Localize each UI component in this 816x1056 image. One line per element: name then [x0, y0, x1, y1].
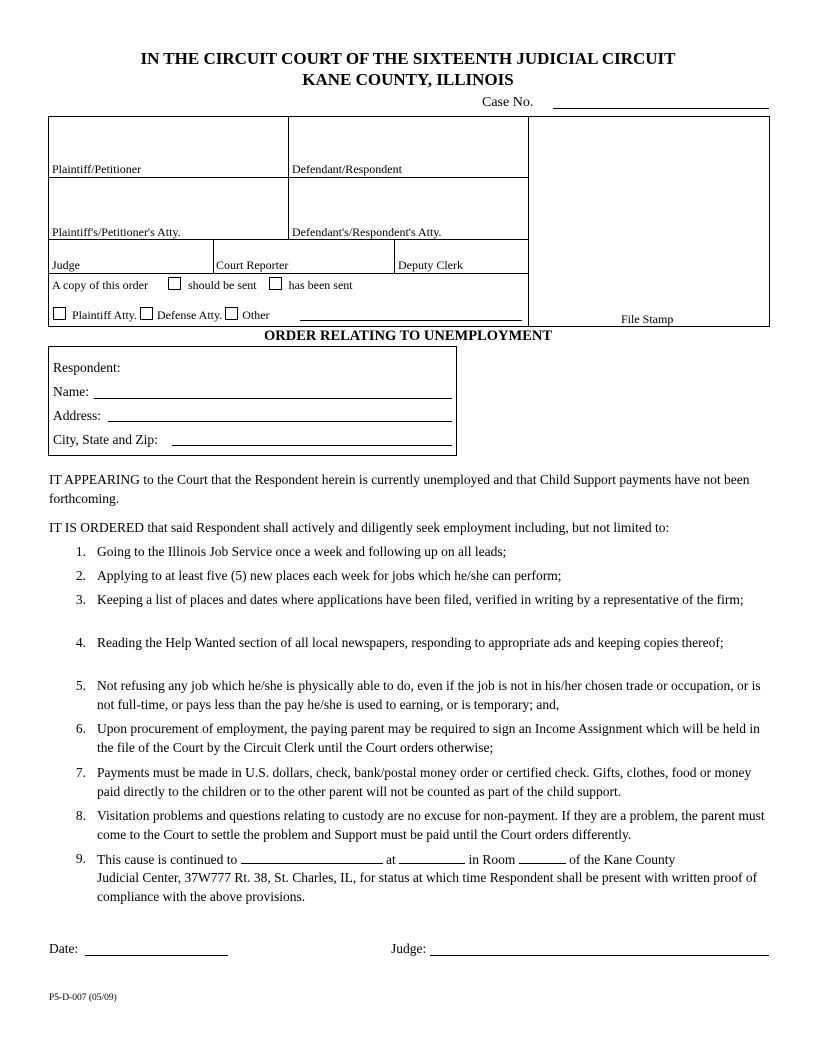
plaintiff-atty-label: Plaintiff's/Petitioner's Atty. — [52, 225, 181, 239]
item-number: 9. — [75, 851, 86, 866]
item-number: 5. — [75, 678, 86, 693]
judge-signature-field[interactable] — [430, 955, 769, 956]
ordered-paragraph: IT IS ORDERED that said Respondent shall actively and diligently seek employment including, but not limited to: — [49, 520, 670, 535]
at-label: at — [385, 852, 396, 867]
plaintiff-label: Plaintiff/Petitioner — [52, 162, 142, 176]
other-cb-label: Other — [242, 308, 270, 322]
continued-to-label: This cause is continued to — [97, 852, 238, 867]
item-number: 4. — [75, 635, 86, 650]
city-state-zip-label: City, State and Zip: — [53, 432, 158, 447]
list-item: Visitation problems and questions relating to custody are no excuse for non-payment. If they are a problem, the parent must come to the Court to settle the problem and Support must be paid until the Court orders differently. — [97, 808, 765, 842]
judge-signature-label: Judge: — [391, 941, 427, 956]
name-label: Name: — [53, 384, 89, 399]
plaintiff-atty-checkbox[interactable] — [53, 307, 66, 320]
case-number-label: Case No. — [482, 95, 534, 110]
respondent-heading: Respondent: — [53, 360, 121, 375]
court-title: IN THE CIRCUIT COURT OF THE SIXTEENTH JUDICIAL CIRCUIT — [140, 49, 676, 68]
divider — [213, 239, 214, 273]
divider — [394, 239, 395, 273]
should-be-sent-label: should be sent — [187, 278, 257, 292]
list-item: Reading the Help Wanted section of all local newspapers, responding to appropriate ads and keeping copies thereof; — [97, 635, 724, 650]
list-item: Upon procurement of employment, the paying parent may be required to sign an Income Assignment which will be held in the file of the Court by the Circuit Clerk until the Court orders otherwise; — [97, 721, 760, 755]
list-item: Applying to at least five (5) new places each week for jobs which he/she can perform; — [97, 568, 562, 583]
continued-date-field[interactable] — [241, 849, 383, 864]
form-number: P5-D-007 (05/09) — [49, 993, 117, 1003]
item-9-continuation: Judicial Center, 37W777 Rt. 38, St. Charles, IL, for status at which time Respondent shall be present with written proof of compliance with the above provisions. — [97, 870, 758, 904]
caption-box — [48, 116, 770, 327]
item-number: 8. — [75, 808, 86, 823]
other-checkbox[interactable] — [225, 307, 238, 320]
item-number: 6. — [75, 721, 86, 736]
item-number: 1. — [75, 544, 86, 559]
item-number: 3. — [75, 592, 86, 607]
list-item: Going to the Illinois Job Service once a week and following up on all leads; — [97, 544, 507, 559]
copy-order-row — [52, 277, 353, 293]
defendant-label: Defendant/Respondent — [292, 162, 402, 176]
divider — [528, 116, 529, 326]
copy-order-label: A copy of this order — [52, 278, 148, 292]
item-number: 2. — [75, 568, 86, 583]
judge-label: Judge — [52, 258, 80, 272]
city-state-zip-field[interactable] — [172, 445, 452, 446]
date-label: Date: — [49, 941, 79, 956]
in-room-label: in Room — [468, 852, 516, 867]
file-stamp-label: File Stamp — [621, 312, 674, 326]
divider — [288, 116, 289, 240]
copy-recipients-row — [53, 307, 270, 323]
plaintiff-atty-cb-label: Plaintiff Atty. — [72, 308, 138, 322]
divider — [48, 273, 528, 274]
name-field[interactable] — [94, 398, 452, 399]
continued-time-field[interactable] — [399, 849, 465, 864]
address-field[interactable] — [108, 421, 452, 422]
list-item: Not refusing any job which he/she is physically able to do, even if the job is not in his/her chosen trade or occupation, or is not full-time, or pays less than the pay he/she is used to earning, or is temporary; and, — [97, 678, 761, 712]
court-reporter-label: Court Reporter — [216, 258, 289, 272]
defense-atty-cb-label: Defense Atty. — [157, 308, 223, 322]
date-field[interactable] — [85, 955, 228, 956]
has-been-sent-label: has been sent — [288, 278, 353, 292]
defense-atty-checkbox[interactable] — [140, 307, 153, 320]
kane-county-label: of the Kane County — [569, 852, 676, 867]
case-number-field[interactable] — [553, 108, 769, 109]
county-title: KANE COUNTY, ILLINOIS — [302, 70, 514, 89]
defendant-atty-label: Defendant's/Respondent's Atty. — [292, 225, 442, 239]
room-number-field[interactable] — [519, 849, 566, 864]
has-been-sent-checkbox[interactable] — [269, 277, 282, 290]
order-title: ORDER RELATING TO UNEMPLOYMENT — [263, 328, 553, 344]
list-item: Payments must be made in U.S. dollars, check, bank/postal money order or certified check. Gifts, clothes, food or money paid directly to the children or to the other parent will not be counted as part of the child support. — [97, 765, 752, 799]
item-number: 7. — [75, 765, 86, 780]
should-be-sent-checkbox[interactable] — [168, 277, 181, 290]
other-field[interactable] — [300, 320, 522, 321]
address-label: Address: — [53, 408, 101, 423]
item-9-first-line — [97, 849, 769, 869]
list-item: Keeping a list of places and dates where applications have been filed, verified in writing by a representative of the firm; — [97, 592, 744, 607]
deputy-clerk-label: Deputy Clerk — [398, 258, 463, 272]
appearing-paragraph: IT APPEARING to the Court that the Respondent herein is currently unemployed and that Child Support payments have not been forthcoming. — [49, 472, 750, 506]
divider — [48, 177, 528, 178]
